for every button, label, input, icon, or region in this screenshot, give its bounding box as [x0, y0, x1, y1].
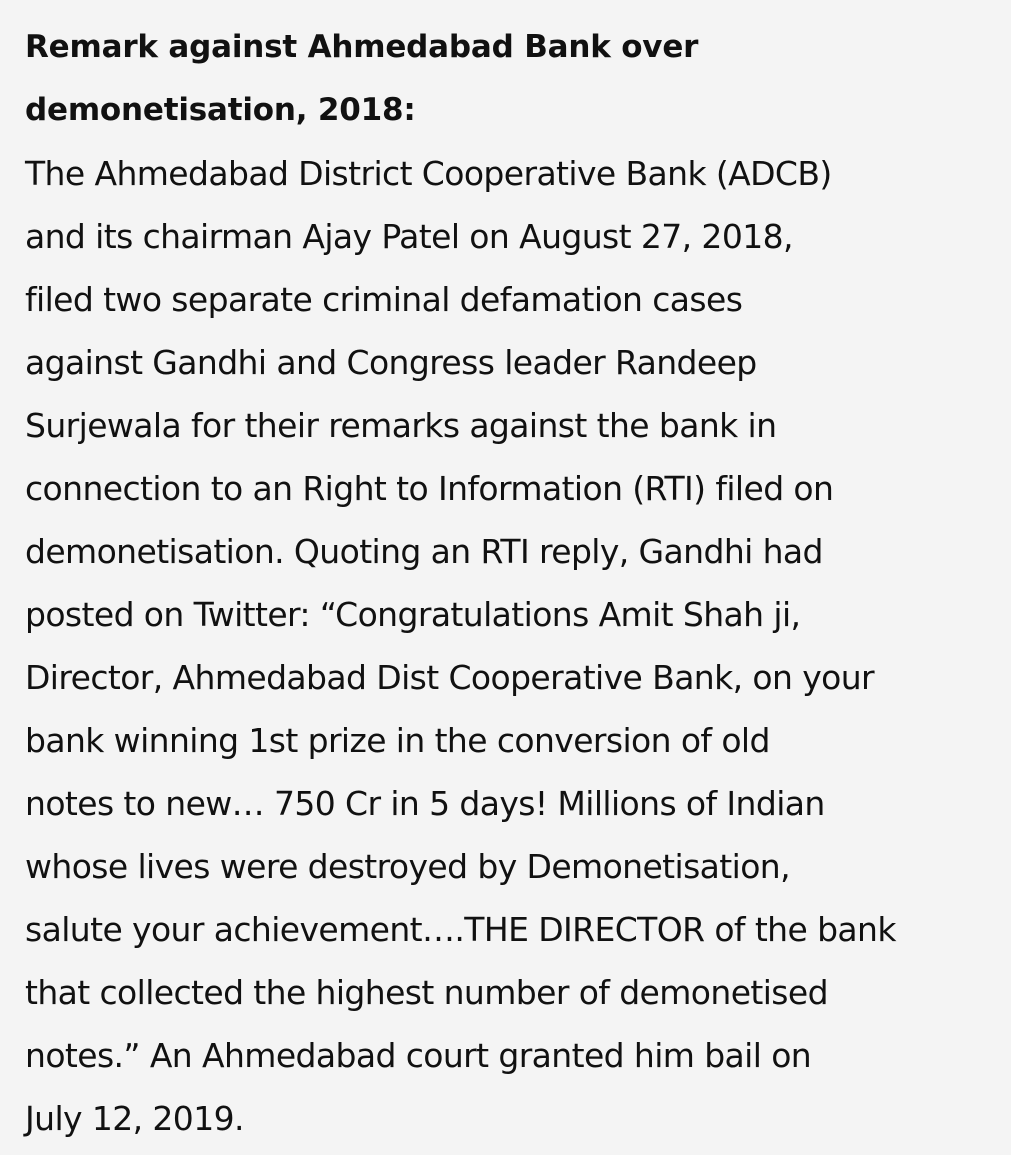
body-line: The Ahmedabad District Cooperative Bank (ADCB): [25, 154, 832, 193]
body-line: notes.” An Ahmedabad court granted him bail on: [25, 1036, 812, 1075]
body-line: filed two separate criminal defamation cases: [25, 280, 743, 319]
body-line: demonetisation. Quoting an RTI reply, Gandhi had: [25, 532, 823, 571]
body-line: that collected the highest number of demonetised: [25, 973, 828, 1012]
body-line: July 12, 2019.: [25, 1099, 244, 1138]
heading-line: Remark against Ahmedabad Bank over: [25, 29, 699, 65]
body-line: bank winning 1st prize in the conversion of old: [25, 721, 770, 760]
body-line: Director, Ahmedabad Dist Cooperative Bank, on your: [25, 658, 875, 697]
body-line: against Gandhi and Congress leader Randeep: [25, 343, 757, 382]
body-line: connection to an Right to Information (RTI) filed on: [25, 469, 834, 508]
body-line: notes to new… 750 Cr in 5 days! Millions of Indian: [25, 784, 825, 823]
body-paragraph: [25, 142, 991, 1150]
section-heading: [25, 16, 991, 142]
body-line: whose lives were destroyed by Demonetisation,: [25, 847, 791, 886]
body-line: and its chairman Ajay Patel on August 27, 2018,: [25, 217, 793, 256]
body-line: salute your achievement….THE DIRECTOR of the bank: [25, 910, 896, 949]
body-line: posted on Twitter: “Congratulations Amit Shah ji,: [25, 595, 801, 634]
body-line: Surjewala for their remarks against the bank in: [25, 406, 777, 445]
heading-line: demonetisation, 2018:: [25, 92, 416, 128]
